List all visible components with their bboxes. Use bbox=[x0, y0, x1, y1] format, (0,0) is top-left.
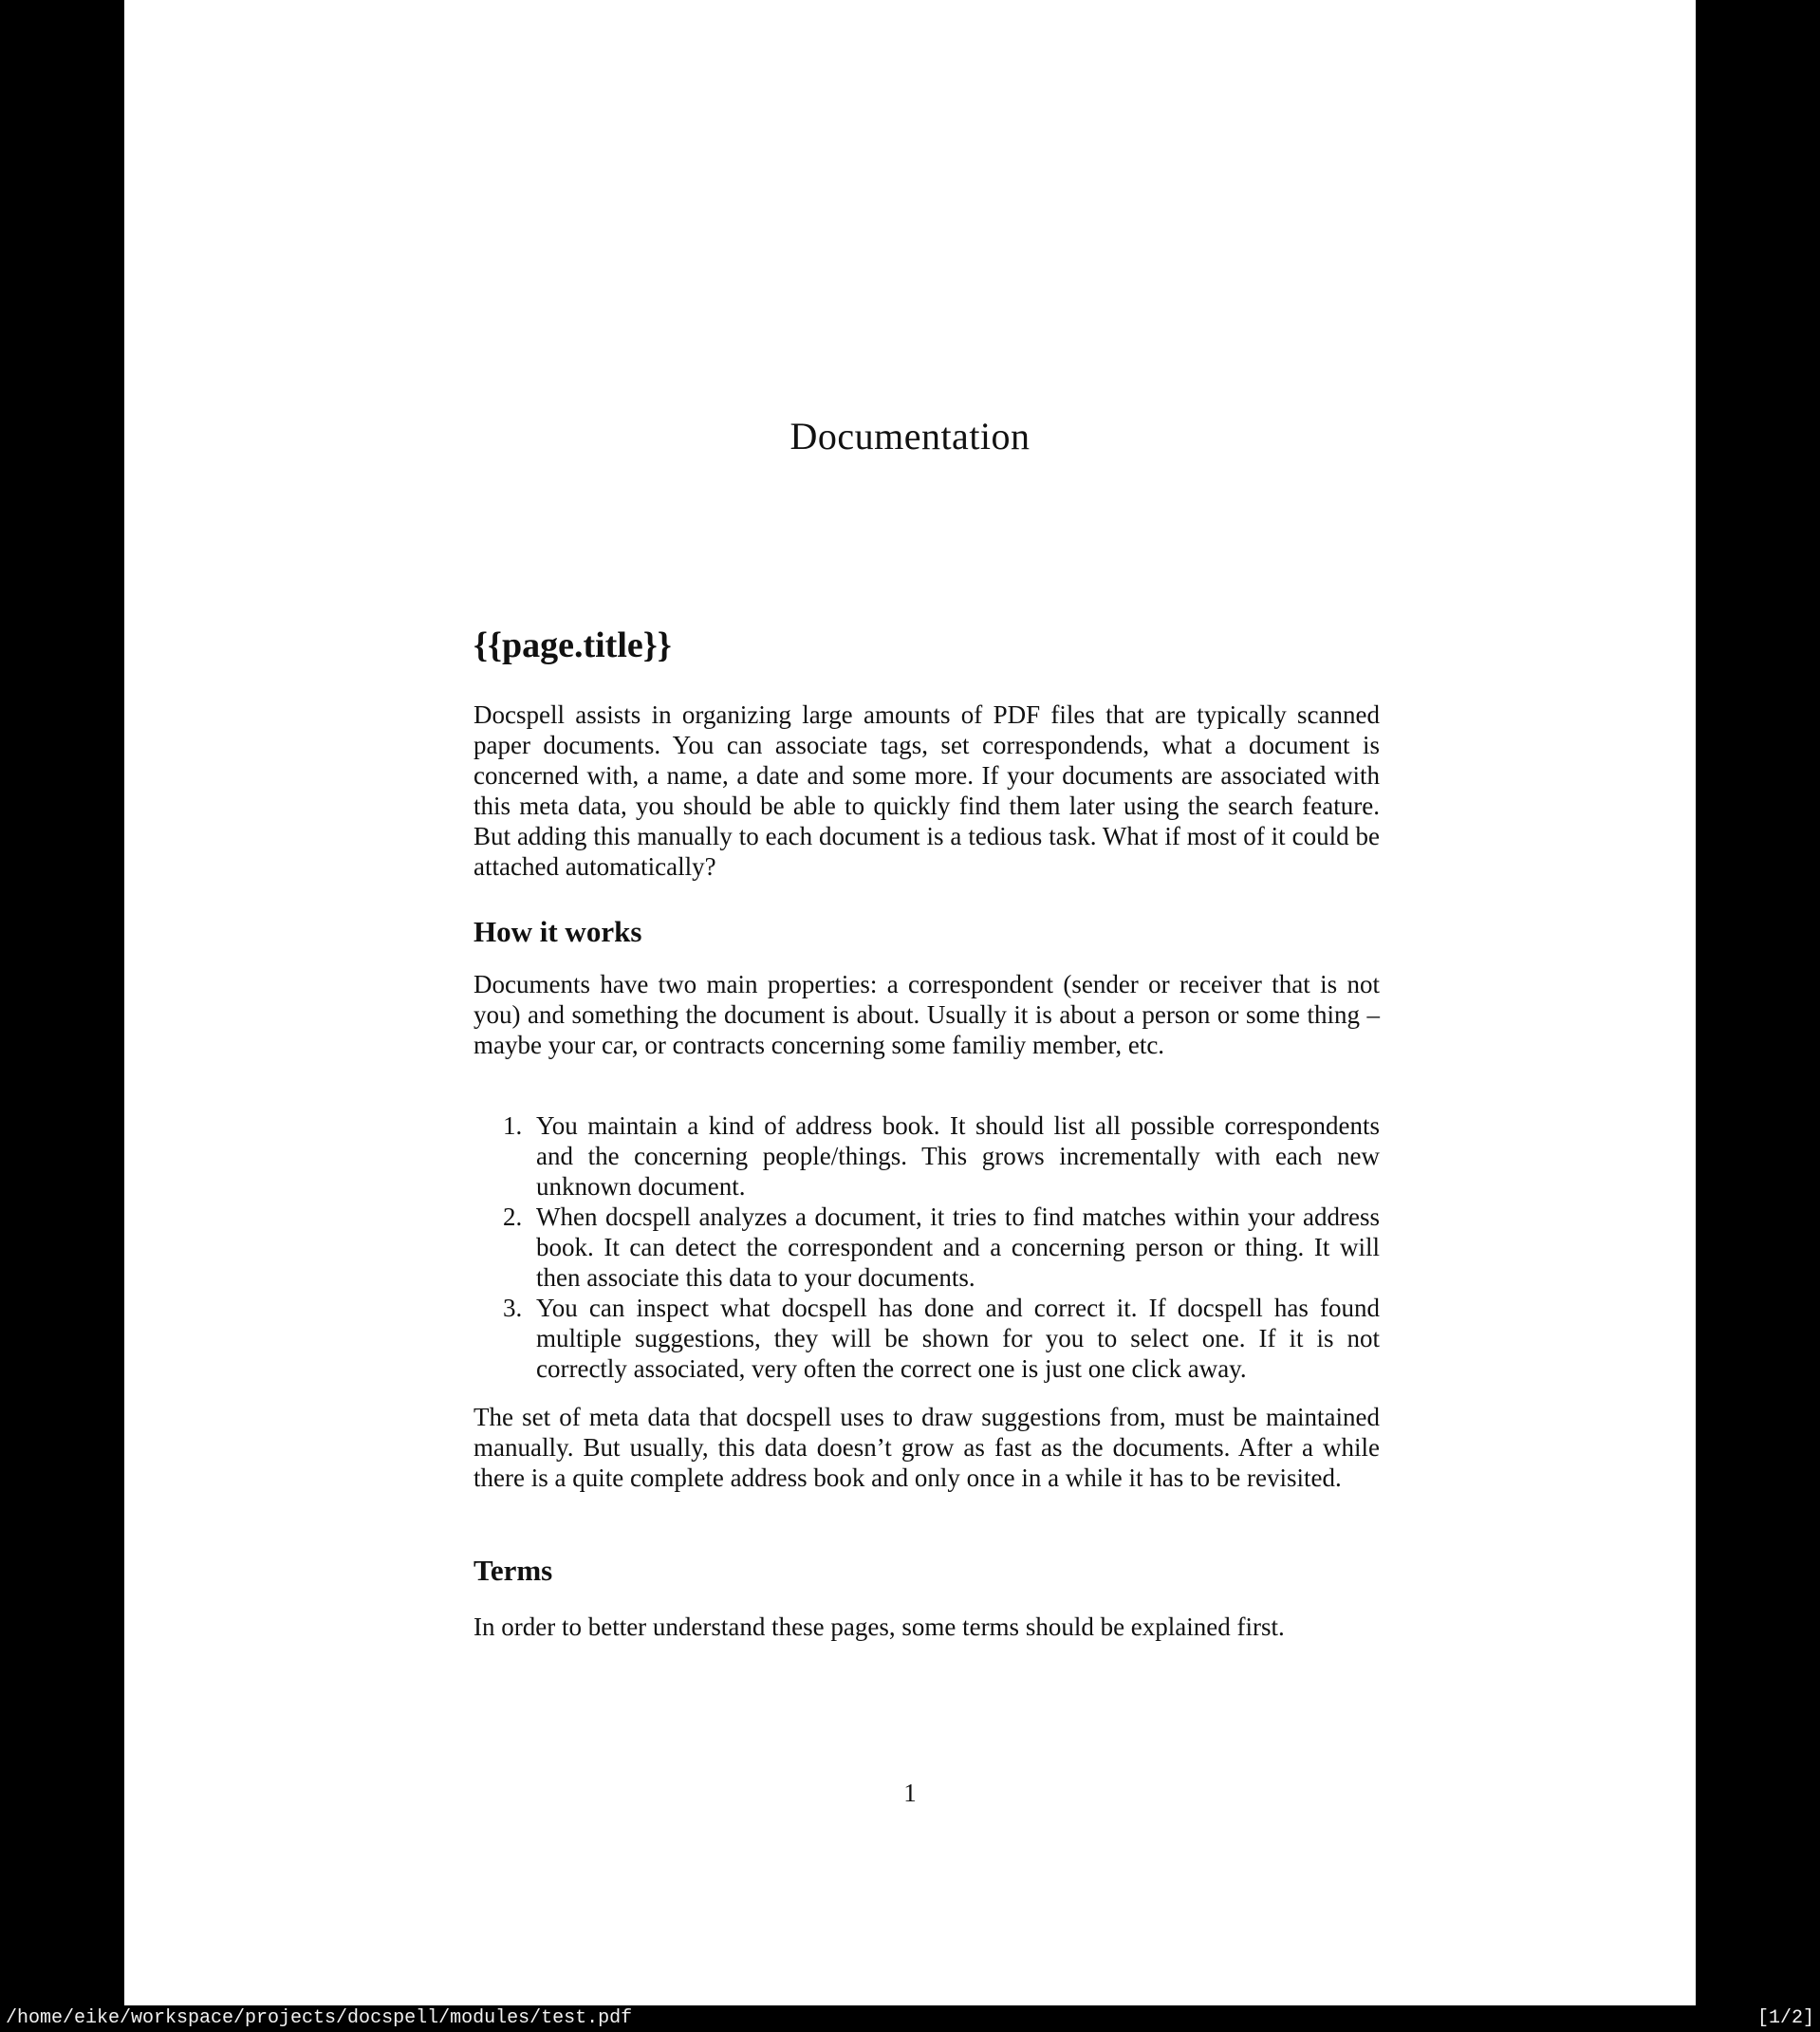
page-indicator: [1/2] bbox=[1756, 2007, 1814, 2029]
list-item-text: You maintain a kind of address book. It should list all possible correspondents and the concerning people/things. This grows incrementally with each new unknown document. bbox=[536, 1111, 1380, 1201]
pdf-page bbox=[124, 0, 1696, 2005]
terms-heading: Terms bbox=[474, 1554, 553, 1587]
terms-paragraph: In order to better understand these pages, some terms should be explained first. bbox=[474, 1613, 1285, 1641]
list-item-text: You can inspect what docspell has done and correct it. If docspell has found multiple suggestions, they will be shown for you to select one. If it is not correctly associated, very often the correct one is just one click away. bbox=[536, 1294, 1380, 1383]
list-item bbox=[124, 1110, 1696, 1202]
intro-paragraph: Docspell assists in organizing large amounts of PDF files that are typically scanned paper documents. You can associate tags, set correspondends, what a document is concerned with, a name, a date and some more. If your documents are associated with this meta data, you should be able to quickly find them later using the search feature. But adding this manually to each document is a tedious task. What if most of it could be attached automatically? bbox=[474, 700, 1380, 881]
list-item-number: 2. bbox=[503, 1202, 523, 1231]
closing-paragraph: The set of meta data that docspell uses to draw suggestions from, must be maintained manually. But usually, this data doesn’t grow as fast as the documents. After a while there is a quite complete address book and only once in a while it has to be revisited. bbox=[474, 1403, 1380, 1492]
list-item bbox=[124, 1293, 1696, 1384]
document-title: Documentation bbox=[789, 415, 1031, 457]
file-path: /home/eike/workspace/projects/docspell/modules/test.pdf bbox=[6, 2007, 633, 2029]
how-it-works-heading: How it works bbox=[474, 915, 642, 948]
list-item-text: When docspell analyzes a document, it tries to find matches within your address book. It can detect the correspondent and a concerning person or thing. It will then associate this data to your documents. bbox=[536, 1202, 1380, 1292]
status-bar bbox=[0, 2005, 1820, 2032]
list-item bbox=[124, 1202, 1696, 1293]
list-item-number: 3. bbox=[503, 1294, 523, 1322]
page-number: 1 bbox=[903, 1779, 917, 1807]
numbered-list bbox=[124, 1110, 1696, 1384]
page-title-heading: {{page.title}} bbox=[474, 625, 672, 665]
list-item-number: 1. bbox=[503, 1111, 523, 1140]
how-it-works-paragraph: Documents have two main properties: a correspondent (sender or receiver that is not you) and something the document is about. Usually it is about a person or some thing – maybe your car, or contracts concerning some familiy member, etc. bbox=[474, 970, 1380, 1059]
